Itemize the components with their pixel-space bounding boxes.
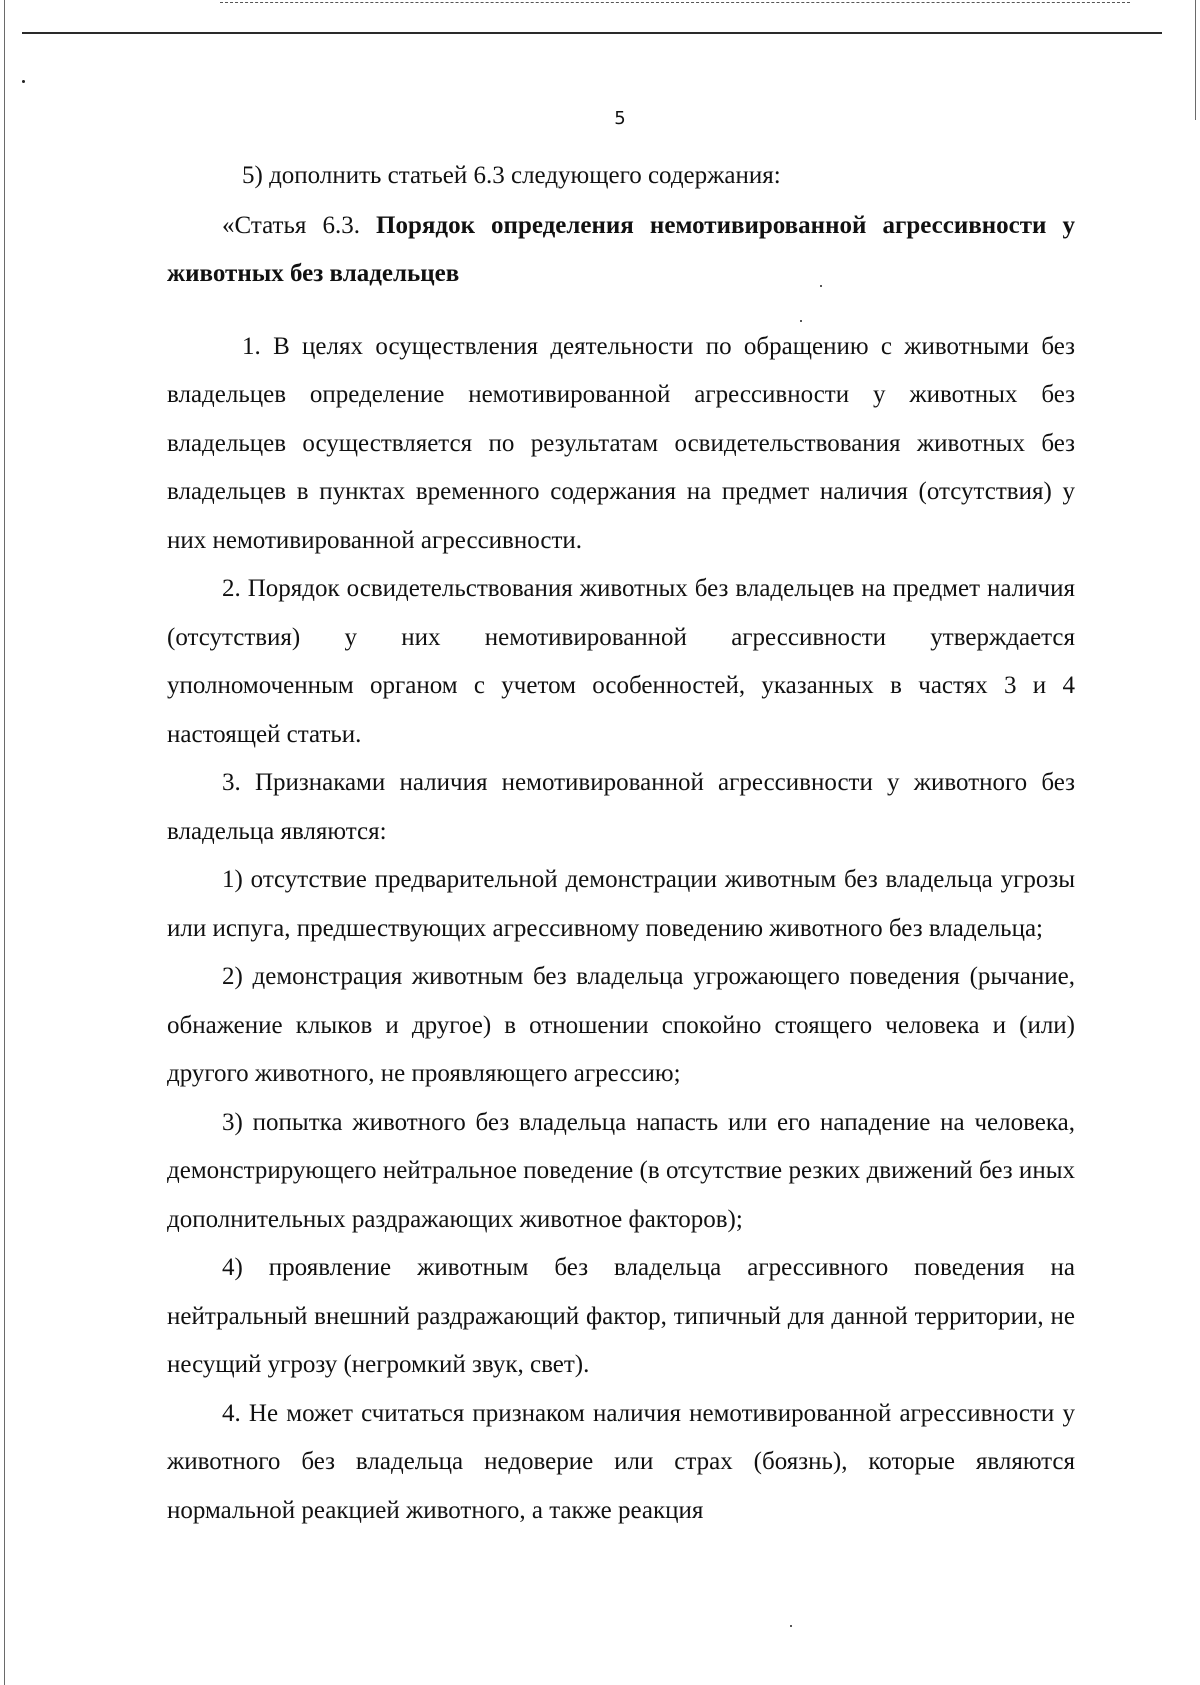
scan-artifact-top-dashed — [220, 2, 1130, 3]
scan-speck — [22, 80, 25, 83]
intro-line: 5) дополнить статьей 6.3 следующего содержания: — [242, 162, 781, 189]
document-body — [167, 152, 1075, 1535]
scan-artifact-top-line — [22, 32, 1162, 34]
scan-speck — [790, 1625, 792, 1627]
paragraph-2: 2. Порядок освидетельствования животных без владельцев на предмет наличия (отсутствия) у них немотивированной агрессивности утверждается уполномоченным органом с учетом особенностей, указанных в частях 3 и 4 настоящей статьи. — [167, 575, 1075, 748]
list-item-3: 3) попытка животного без владельца напасть или его нападение на человека, демонстрирующего нейтральное поведение (в отсутствие резких движений без иных дополнительных раздражающих животное факторов); — [167, 1108, 1075, 1233]
list-item-4: 4) проявление животным без владельца агрессивного поведения на нейтральный внешний раздражающий фактор, типичный для данной территории, не несущий угрозу (негромкий звук, свет). — [167, 1254, 1075, 1378]
article-heading — [167, 202, 1075, 299]
scan-artifact-right-edge — [1195, 0, 1196, 120]
paragraph-1: 1. В целях осуществления деятельности по обращению с животными без владельцев определение немотивированной агрессивности у животных без владельцев осуществляется по результатам освидетельствования животных без владельцев в пунктах временного содержания на предмет наличия (отсутствия) у них немотивированной агрессивности. — [167, 332, 1075, 554]
list-item-2: 2) демонстрация животным без владельца угрожающего поведения (рычание, обнажение клыков и другое) в отношении спокойно стоящего человека и (или) другого животного, не проявляющего агрессию; — [167, 963, 1075, 1087]
paragraph-4: 4. Не может считаться признаком наличия немотивированной агрессивности у животного без владельца недоверие или страх (боязнь), которые являются нормальной реакцией животного, а также реакция — [167, 1399, 1075, 1524]
paragraph-3: 3. Признаками наличия немотивированной агрессивности у животного без владельца являются: — [167, 769, 1075, 845]
page-number: 5 — [614, 108, 626, 129]
list-item-1: 1) отсутствие предварительной демонстрации животным без владельца угрозы или испуга, предшествующих агрессивному поведению животного без владельца; — [167, 866, 1075, 942]
scan-artifact-left-edge — [4, 0, 5, 1685]
article-prefix: «Статья 6.3. — [222, 211, 360, 239]
article-title: Порядок определения немотивированной агрессивности у животных без владельцев — [167, 211, 1075, 287]
